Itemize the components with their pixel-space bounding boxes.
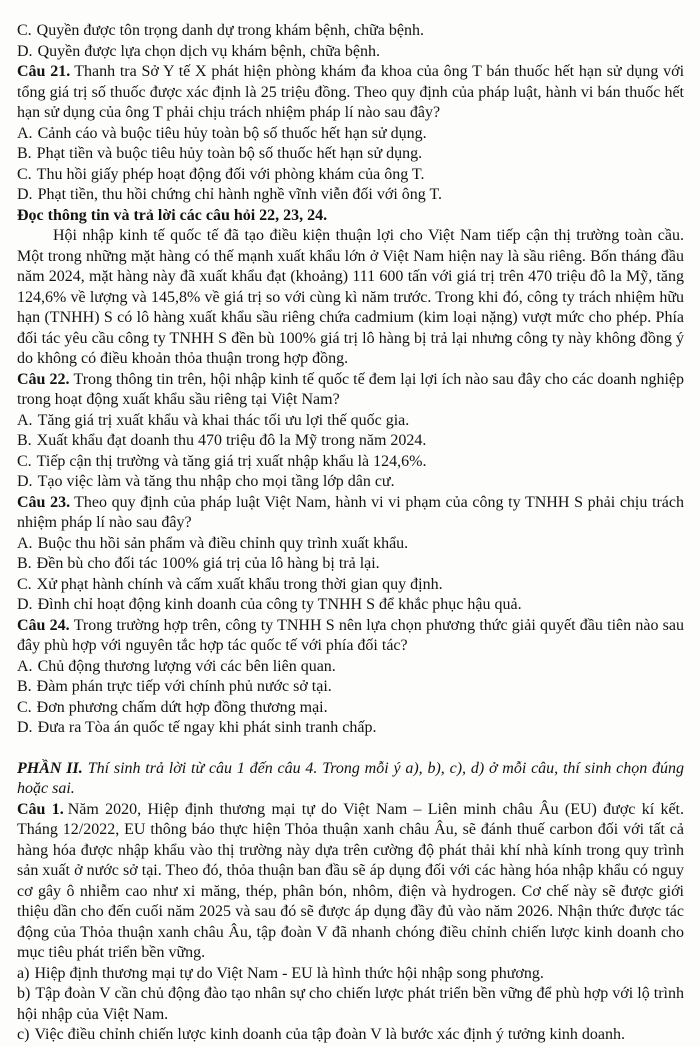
option-letter: C. (17, 165, 32, 183)
answer-option-21-a (17, 124, 684, 145)
answer-option-20-d (17, 42, 684, 63)
question-21-number: Câu 21. (17, 63, 71, 80)
part2-question-1-stem (17, 800, 684, 964)
question-22-number: Câu 22. (17, 370, 70, 388)
answer-option-21-b (17, 144, 684, 165)
question-22-stem (17, 370, 684, 411)
section-spacer (17, 739, 684, 759)
question-24-number: Câu 24. (17, 616, 70, 634)
option-text: Đơn phương chấm dứt hợp đồng thương mại. (36, 698, 328, 716)
part2-question-1-text: Năm 2020, Hiệp định thương mại tự do Việt Nam – Liên minh châu Âu (EU) được kí kết. Tháng 12/2022, EU thông báo thực hiện Thỏa thuận xanh châu Âu, sẽ đánh thuế carbon đối với tất cả hàng hóa được nhập khẩu vào thị trường này dựa trên cường độ phát thải khí nhà kính trong quy trình sản xuất ở nước sở tại. Theo đó, thỏa thuận ban đầu sẽ áp dụng đối với các hàng hóa nhập khẩu có nguy cơ gây ô nhiễm cao như xi măng, thép, phân bón, nhôm, điện và hydrogen. Cơ chế này sẽ được giới thiệu dần cho đến cuối năm 2025 và sau đó sẽ được áp dụng đầy đủ vào năm 2026. Nhận thức được tác động của Thỏa thuận xanh châu Âu, tập đoàn V đã nhanh chóng điều chỉnh chiến lược kinh doanh cho mục tiêu phát triển bền vững. (17, 800, 684, 961)
option-letter: C. (17, 22, 32, 39)
option-text: Xử phạt hành chính và cấm xuất khẩu trong thời gian quy định. (36, 575, 443, 593)
option-text: Buộc thu hồi sản phẩm và điều chỉnh quy trình xuất khẩu. (37, 534, 409, 552)
answer-option-24-b (17, 677, 684, 698)
answer-option-22-d (17, 472, 684, 493)
option-text: Đền bù cho đối tác 100% giá trị của lô hàng bị trả lại. (36, 555, 380, 572)
question-21-text: Thanh tra Sở Y tế X phát hiện phòng khám đa khoa của ông T bán thuốc hết hạn sử dụng với tổng giá trị số thuốc được xác định là 25 triệu đồng. Theo quy định của pháp luật, hành vi bán thuốc hết hạn sử dụng của ông T phải chịu trách nhiệm pháp lí nào sau đây? (17, 63, 685, 121)
option-letter: A. (17, 124, 33, 142)
statement-text: Hiệp định thương mại tự do Việt Nam - EU là hình thức hội nhập song phương. (34, 964, 544, 982)
statement-item-b (17, 984, 684, 1025)
option-text: Đình chỉ hoạt động kinh doanh của công ty TNHH S để khắc phục hậu quả. (37, 596, 522, 613)
option-text: Thu hồi giấy phép hoạt động đối với phòng khám của ông T. (36, 165, 425, 183)
option-text: Xuất khẩu đạt doanh thu 470 triệu đô la Mỹ trong năm 2024. (36, 432, 427, 449)
option-text: Quyền được tôn trọng danh dự trong khám bệnh, chữa bệnh. (36, 22, 424, 39)
statement-text: Tập đoàn V cần chủ động đào tạo nhân sự cho chiến lược phát triển bền vững để phù hợp với lộ trình hội nhập của Việt Nam. (17, 985, 684, 1023)
option-text: Đưa ra Tòa án quốc tế ngay khi phát sinh tranh chấp. (37, 719, 377, 736)
option-text: Chủ động thương lượng với các bên liên quan. (37, 657, 336, 675)
answer-option-23-a (17, 534, 684, 555)
part-2-heading (17, 759, 684, 800)
question-21-stem (17, 62, 684, 124)
statement-letter: b) (17, 985, 31, 1002)
answer-option-21-d (17, 185, 684, 206)
option-letter: B. (17, 678, 32, 695)
answer-option-24-c (17, 698, 684, 719)
answer-option-22-b (17, 431, 684, 452)
option-text: Đàm phán trực tiếp với chính phủ nước sở tại. (36, 678, 332, 695)
reading-instruction-heading: Đọc thông tin và trả lời các câu hỏi 22, 23, 24. (17, 206, 328, 224)
option-letter: B. (17, 555, 32, 572)
answer-option-21-c (17, 165, 684, 186)
answer-option-24-a (17, 657, 684, 678)
option-text: Phạt tiền, thu hồi chứng chỉ hành nghề vĩnh viễn đối với ông T. (37, 186, 443, 203)
option-letter: B. (17, 145, 32, 162)
part-2-instruction: Thí sinh trả lời từ câu 1 đến câu 4. Trong mỗi ý a), b), c), d) ở mỗi câu, thí sinh chọn đúng hoặc sai. (17, 759, 685, 797)
statement-text: Việc điều chỉnh chiến lược kinh doanh của tập đoàn V là bước xác định ý tưởng kinh doanh. (34, 1026, 626, 1043)
option-letter: C. (17, 698, 32, 716)
option-letter: C. (17, 575, 32, 593)
option-letter: A. (17, 534, 33, 552)
statement-item-c (17, 1025, 684, 1046)
option-letter: B. (17, 432, 32, 449)
question-24-stem (17, 616, 684, 657)
statement-letter: c) (17, 1026, 30, 1043)
option-text: Tăng giá trị xuất khẩu và khai thác tối ưu lợi thế quốc gia. (37, 411, 410, 429)
option-letter: A. (17, 657, 33, 675)
option-text: Tiếp cận thị trường và tăng giá trị xuất nhập khẩu là 124,6%. (36, 452, 427, 470)
statement-letter: a) (17, 964, 30, 982)
option-text: Phạt tiền và buộc tiêu hủy toàn bộ số thuốc hết hạn sử dụng. (36, 145, 423, 162)
answer-option-23-d (17, 595, 684, 616)
option-letter: D. (17, 596, 33, 613)
question-23-stem (17, 493, 684, 534)
question-24-text: Trong trường hợp trên, công ty TNHH S nên lựa chọn phương thức giải quyết đầu tiên nào sau đây phù hợp với nguyên tắc hợp tác quốc tế với phía đối tác? (17, 616, 684, 654)
option-text: Quyền được lựa chọn dịch vụ khám bệnh, chữa bệnh. (37, 42, 380, 60)
option-letter: D. (17, 42, 33, 60)
part2-question-1-number: Câu 1. (17, 800, 64, 818)
part-2-label: PHẦN II. (17, 759, 83, 777)
option-letter: A. (17, 411, 33, 429)
option-letter: D. (17, 186, 33, 203)
reading-passage: Hội nhập kinh tế quốc tế đã tạo điều kiện thuận lợi cho Việt Nam tiếp cận thị trường toàn cầu. Một trong những mặt hàng có thế mạnh xuất khẩu lớn ở Việt Nam hiện nay là sầu riêng. Bốn tháng đầu năm 2024, mặt hàng này đã xuất khẩu đạt (khoảng) 111 600 tấn với giá trị trên 470 triệu đô la Mỹ, tăng 124,6% về lượng và 145,8% về giá trị so với cùng kì năm trước. Trong khi đó, công ty trách nhiệm hữu hạn (TNHH) S có lô hàng xuất khẩu sầu riêng chứa cadmium (kim loại nặng) vượt mức cho phép. Phía đối tác yêu cầu công ty TNHH S đền bù 100% giá trị lô hàng bị trả lại nhưng công ty này không đồng ý do không có điều khoản thỏa thuận trong hợp đồng. (17, 227, 684, 367)
option-letter: D. (17, 473, 33, 490)
answer-option-23-c (17, 575, 684, 596)
question-22-text: Trong thông tin trên, hội nhập kinh tế quốc tế đem lại lợi ích nào sau đây cho các doanh nghiệp trong hoạt động xuất khẩu sầu riêng tại Việt Nam? (17, 370, 684, 408)
option-letter: D. (17, 719, 33, 736)
statement-item-a (17, 964, 684, 985)
question-23-text: Theo quy định của pháp luật Việt Nam, hành vi vi phạm của công ty TNHH S phải chịu trách nhiệm pháp lí nào sau đây? (17, 493, 684, 531)
answer-option-22-c (17, 452, 684, 473)
option-text: Tạo việc làm và tăng thu nhập cho mọi tầng lớp dân cư. (37, 473, 395, 490)
answer-option-20-c (17, 21, 684, 42)
answer-option-22-a (17, 411, 684, 432)
answer-option-24-d (17, 718, 684, 739)
answer-option-23-b (17, 554, 684, 575)
option-letter: C. (17, 452, 32, 470)
question-23-number: Câu 23. (17, 493, 71, 511)
option-text: Cảnh cáo và buộc tiêu hủy toàn bộ số thuốc hết hạn sử dụng. (37, 124, 427, 142)
